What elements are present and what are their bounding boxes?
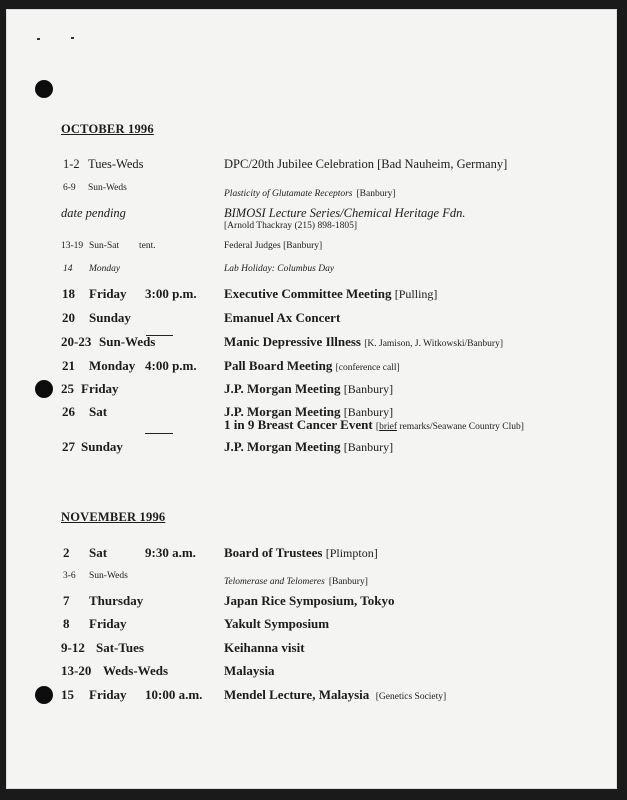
day-range: Friday bbox=[81, 381, 119, 396]
day-range: Thursday bbox=[89, 593, 144, 608]
date: 13-20 bbox=[61, 663, 92, 678]
date: 3-6 bbox=[63, 571, 76, 581]
event: Federal Judges [Banbury] bbox=[224, 241, 323, 251]
event: Mendel Lecture, Malaysia [Genetics Society] bbox=[224, 687, 447, 702]
event: DPC/20th Jubilee Celebration [Bad Nauheim, Germany] bbox=[224, 157, 508, 171]
date: 14 bbox=[63, 264, 73, 274]
day-range: Sun-Weds bbox=[99, 334, 156, 349]
day-range: Friday bbox=[89, 687, 127, 702]
document-page bbox=[6, 9, 617, 789]
date-pending: date pending bbox=[61, 206, 126, 220]
punch-hole bbox=[35, 80, 53, 98]
date: 13-19 bbox=[61, 241, 84, 251]
event: Emanuel Ax Concert bbox=[224, 310, 341, 325]
date: 20-23 bbox=[61, 334, 92, 349]
day-range: Sun-Weds bbox=[88, 183, 127, 193]
event-contact: [Arnold Thackray (215) 898-1805] bbox=[224, 221, 358, 231]
event: Japan Rice Symposium, Tokyo bbox=[224, 593, 395, 608]
event: Executive Committee Meeting [Pulling] bbox=[224, 286, 438, 301]
day-range: Sat bbox=[89, 404, 108, 419]
time: 4:00 p.m. bbox=[145, 358, 197, 373]
time: 3:00 p.m. bbox=[145, 286, 197, 301]
punch-hole bbox=[35, 686, 53, 704]
date: 27 bbox=[62, 439, 75, 454]
date: 25 bbox=[61, 381, 74, 396]
day-range: Monday bbox=[89, 264, 121, 274]
day-range: Sunday bbox=[89, 310, 131, 325]
day-range: Friday bbox=[89, 616, 127, 631]
date: 1-2 bbox=[63, 157, 80, 171]
date: 20 bbox=[62, 310, 75, 325]
date: 2 bbox=[63, 545, 70, 560]
day-range: Sat-Tues bbox=[96, 640, 144, 655]
event: Malaysia bbox=[224, 663, 275, 678]
event: Lab Holiday: Columbus Day bbox=[224, 264, 335, 274]
section-heading-november: NOVEMBER 1996 bbox=[61, 510, 166, 524]
day-range: Sat bbox=[89, 545, 108, 560]
event: J.P. Morgan Meeting [Banbury] bbox=[224, 439, 394, 454]
date: 26 bbox=[62, 404, 75, 419]
event: J.P. Morgan Meeting [Banbury] bbox=[224, 381, 394, 396]
day-range: Sun-Weds bbox=[89, 571, 128, 581]
section-heading-october: OCTOBER 1996 bbox=[61, 122, 154, 136]
event: Telomerase and Telomeres [Banbury] bbox=[224, 577, 368, 587]
date: 7 bbox=[63, 593, 70, 608]
date: 21 bbox=[62, 358, 75, 373]
event-second: 1 in 9 Breast Cancer Event [brief remarks/Seawane Country Club] bbox=[224, 417, 524, 432]
day-range: Weds-Weds bbox=[103, 663, 169, 678]
date: 15 bbox=[61, 687, 74, 702]
date: 8 bbox=[63, 616, 70, 631]
event: J.P. Morgan Meeting [Banbury] bbox=[224, 404, 394, 419]
time: 10:00 a.m. bbox=[145, 687, 203, 702]
event: BIMOSI Lecture Series/Chemical Heritage Fdn. bbox=[224, 206, 466, 220]
stray-mark bbox=[71, 37, 74, 39]
event: Yakult Symposium bbox=[224, 616, 330, 631]
event: Plasticity of Glutamate Receptors [Banbury] bbox=[224, 189, 396, 199]
event: Pall Board Meeting [conference call] bbox=[224, 358, 400, 373]
event: Board of Trustees [Plimpton] bbox=[224, 545, 378, 560]
time-blank bbox=[145, 421, 173, 439]
tentative-label: tent. bbox=[139, 241, 156, 251]
punch-hole bbox=[35, 380, 53, 398]
day-range: Sun-Sat bbox=[89, 241, 120, 251]
date: 6-9 bbox=[63, 183, 76, 193]
day-range: Tues-Weds bbox=[88, 157, 144, 171]
event: Keihanna visit bbox=[224, 640, 305, 655]
day-range: Sunday bbox=[81, 439, 123, 454]
day-range: Monday bbox=[89, 358, 136, 373]
event: Manic Depressive Illness [K. Jamison, J. Witkowski/Banbury] bbox=[224, 334, 504, 349]
stray-mark bbox=[37, 38, 40, 40]
day-range: Friday bbox=[89, 286, 127, 301]
date: 18 bbox=[62, 286, 75, 301]
time: 9:30 a.m. bbox=[145, 545, 196, 560]
date: 9-12 bbox=[61, 640, 85, 655]
